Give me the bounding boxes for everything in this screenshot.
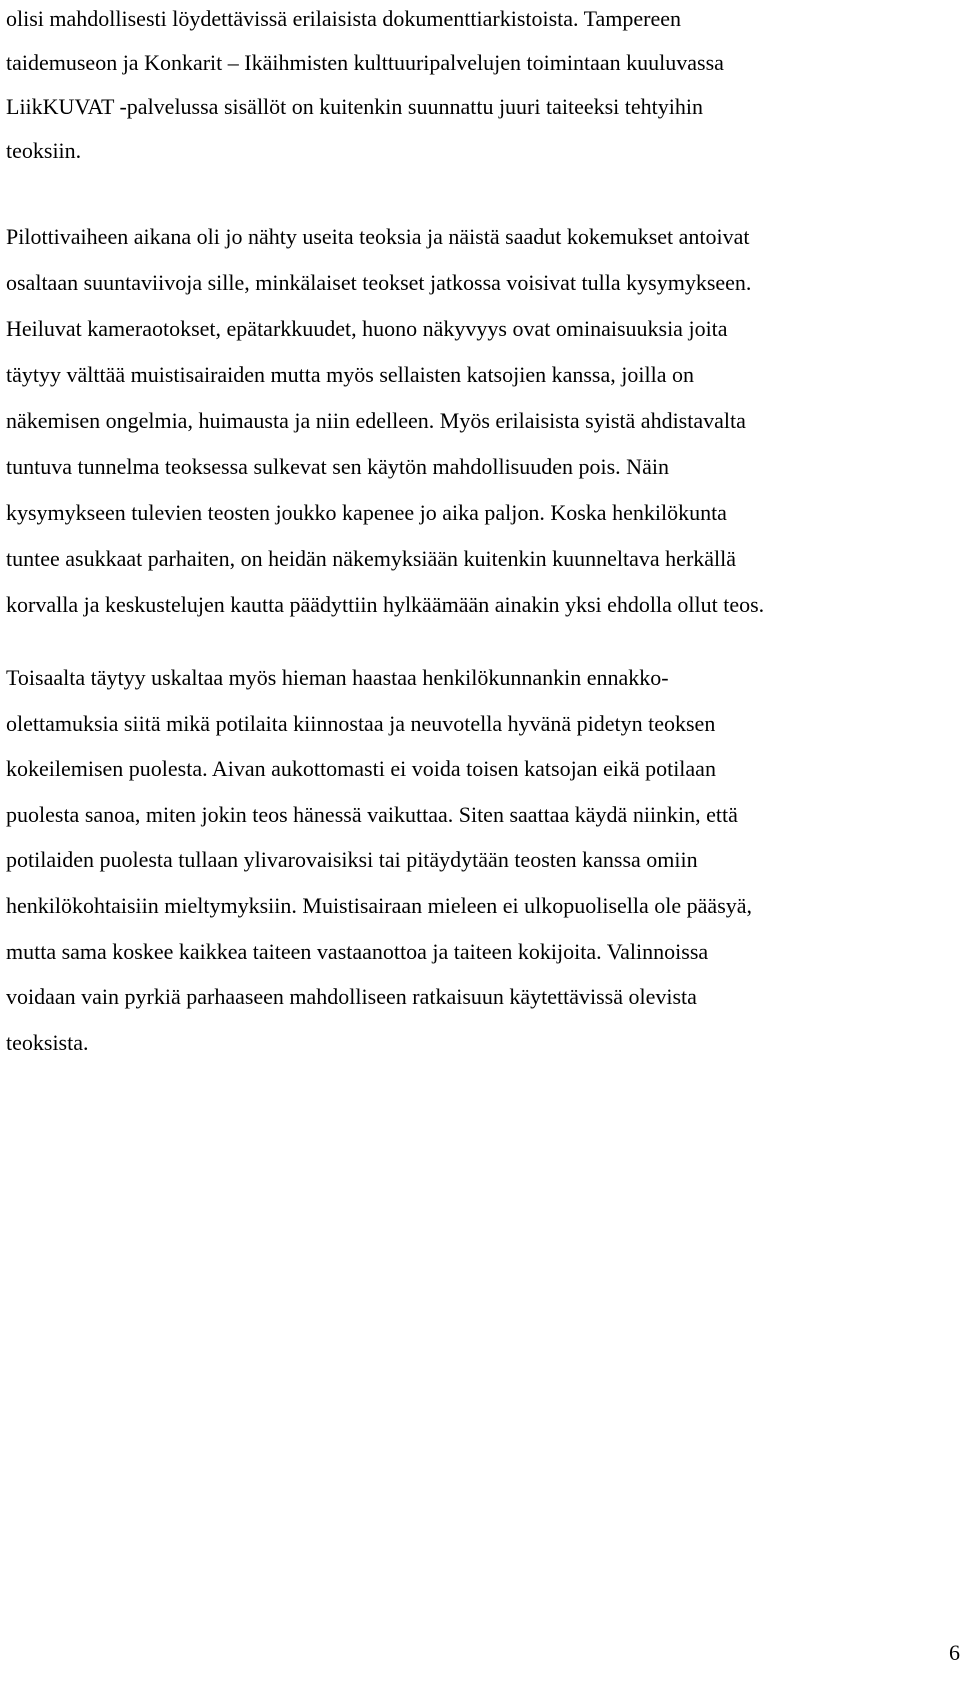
- text-line: henkilökohtaisiin mieltymyksiin. Muistisairaan mieleen ei ulkopuolisella ole pääsyä,: [6, 892, 753, 918]
- page-number: 6: [949, 1640, 960, 1665]
- text-line: taidemuseon ja Konkarit – Ikäihmisten kulttuuripalvelujen toimintaan kuuluvassa: [6, 50, 724, 75]
- text-line: potilaiden puolesta tullaan ylivarovaisiksi tai pitäydytään teosten kanssa omiin: [6, 847, 698, 873]
- text-line: Toisaalta täytyy uskaltaa myös hieman haastaa henkilökunnankin ennakko-: [6, 665, 669, 690]
- text-line: Pilottivaiheen aikana oli jo nähty useita teoksia ja näistä saadut kokemukset antoivat: [6, 224, 750, 249]
- text-line: olisi mahdollisesti löydettävissä erilaisista dokumenttiarkistoista. Tampereen: [6, 6, 682, 31]
- text-line: kokeilemisen puolesta. Aivan aukottomasti ei voida toisen katsojan eikä potilaan: [6, 756, 716, 782]
- text-line: näkemisen ongelmia, huimausta ja niin edelleen. Myös erilaisista syistä ahdistavalta: [6, 408, 746, 433]
- text-line: LiikKUVAT -palvelussa sisällöt on kuitenkin suunnattu juuri taiteeksi tehtyihin: [6, 94, 704, 119]
- paragraph-3: [6, 655, 752, 1065]
- text-line: puolesta sanoa, miten jokin teos hänessä vaikuttaa. Siten saattaa käydä niinkin, että: [6, 801, 738, 827]
- text-line: teoksista.: [6, 1029, 89, 1055]
- paragraph-2: [6, 214, 764, 628]
- text-line: tuntee asukkaat parhaiten, on heidän näkemyksiään kuitenkin kuunneltava herkällä: [6, 546, 737, 571]
- text-line: mutta sama koskee kaikkea taiteen vastaanottoa ja taiteen kokijoita. Valinnoissa: [6, 938, 709, 964]
- text-line: Heiluvat kameraotokset, epätarkkuudet, huono näkyvyys ovat ominaisuuksia joita: [6, 316, 728, 341]
- text-line: olettamuksia siitä mikä potilaita kiinnostaa ja neuvotella hyvänä pidetyn teoksen: [6, 710, 716, 736]
- text-line: korvalla ja keskustelujen kautta päädyttiin hylkäämään ainakin yksi ehdolla ollut teos.: [6, 592, 765, 617]
- text-line: osaltaan suuntaviivoja sille, minkälaiset teokset jatkossa voisivat tulla kysymykseen.: [6, 270, 752, 295]
- text-line: täytyy välttää muistisairaiden mutta myös sellaisten katsojien kanssa, joilla on: [6, 362, 694, 387]
- text-line: teoksiin.: [6, 138, 82, 163]
- text-line: tuntuva tunnelma teoksessa sulkevat sen käytön mahdollisuuden pois. Näin: [6, 454, 669, 479]
- text-line: voidaan vain pyrkiä parhaaseen mahdolliseen ratkaisuun käytettävissä olevista: [6, 984, 697, 1010]
- paragraph-1: [6, 0, 724, 176]
- text-line: kysymykseen tulevien teosten joukko kapenee jo aika paljon. Koska henkilökunta: [6, 500, 727, 525]
